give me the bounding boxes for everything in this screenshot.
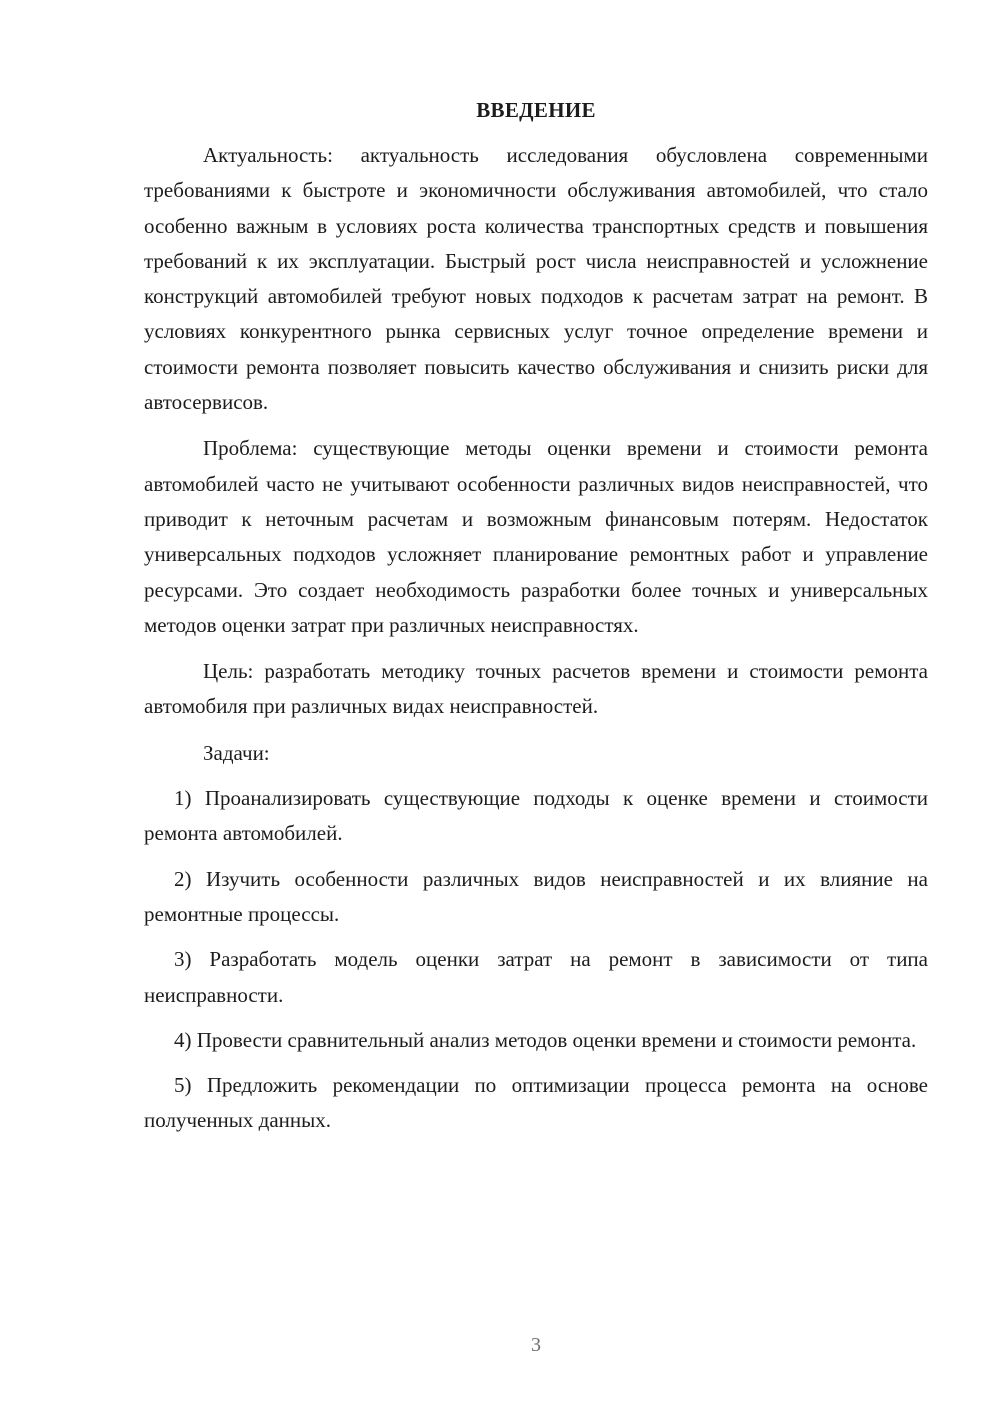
paragraph-relevance: Актуальность: актуальность исследования обусловлена современными требованиями к быстроте и экономичности обслуживания автомобилей, что стало особенно важным в условиях роста количества транспортных средств и повышения требований к их эксплуатации. Быстрый рост числа неисправностей и усложнение конструкций автомобилей требуют новых подходов к расчетам затрат на ремонт. В условиях конкурентного рынка сервисных услуг точное определение времени и стоимости ремонта позволяет повысить качество обслуживания и снизить риски для автосервисов.: [144, 143, 928, 415]
tasks-list: [144, 781, 928, 1139]
task-item: 4) Провести сравнительный анализ методов оценки времени и стоимости ремонта.: [174, 1027, 917, 1052]
paragraph-goal: Цель: разработать методику точных расчетов времени и стоимости ремонта автомобиля при различных видах неисправностей.: [144, 659, 928, 719]
page-number: 3: [531, 1334, 541, 1356]
task-item: 1) Проанализировать существующие подходы к оценке времени и стоимости ремонта автомобилей.: [144, 786, 928, 846]
document-body: [144, 92, 928, 1139]
tasks-heading: Задачи:: [203, 740, 270, 765]
paragraph-problem: Проблема: существующие методы оценки времени и стоимости ремонта автомобилей часто не учитывают особенности различных видов неисправностей, что приводит к неточным расчетам и возможным финансовым потерям. Недостаток универсальных подходов усложняет планирование ремонтных работ и управление ресурсами. Это создает необходимость разработки более точных и универсальных методов оценки затрат при различных неисправностях.: [144, 436, 928, 637]
section-title: ВВЕДЕНИЕ: [476, 98, 596, 122]
task-item: 3) Разработать модель оценки затрат на ремонт в зависимости от типа неисправности.: [144, 947, 928, 1007]
task-item: 5) Предложить рекомендации по оптимизации процесса ремонта на основе полученных данных.: [144, 1073, 928, 1133]
task-item: 2) Изучить особенности различных видов неисправностей и их влияние на ремонтные процессы.: [144, 866, 928, 926]
